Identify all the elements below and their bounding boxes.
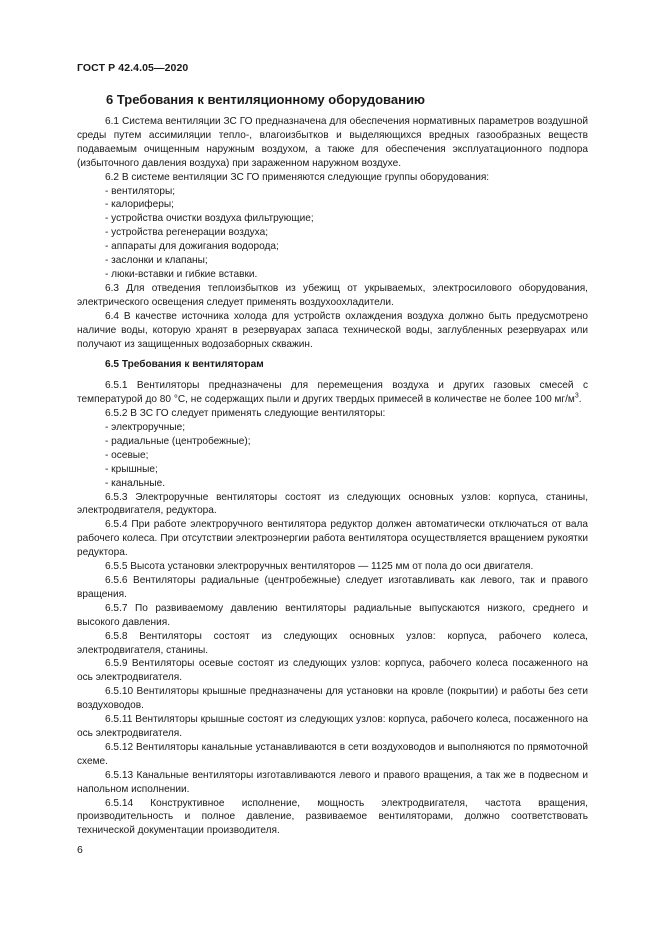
list-item: - калориферы; — [105, 199, 174, 211]
page-number: 6 — [77, 844, 83, 856]
paragraph-6-5-5: 6.5.5 Высота установки электроручных вентиляторов — 1125 мм от пола до оси двигателя. — [105, 561, 534, 573]
section-title: 6 Требования к вентиляционному оборудованию — [106, 92, 426, 107]
paragraph-6-5-2: 6.5.2 В ЗС ГО следует применять следующие вентиляторы: — [105, 408, 386, 420]
list-item: - осевые; — [105, 449, 149, 461]
paragraph-6-5-10: 6.5.10 Вентиляторы крышные предназначены для установки на кровле (покрытии) и работы без сети воздуховодов. — [77, 686, 588, 712]
list-item: - люки-вставки и гибкие вставки. — [105, 268, 258, 280]
paragraph-6-5-9: 6.5.9 Вентиляторы осевые состоят из следующих узлов: корпуса, рабочего колеса посаженного на ось электродвигателя. — [77, 658, 588, 684]
paragraph-6-5-1-end: . — [578, 394, 582, 406]
paragraph-6-4: 6.4 В качестве источника холода для устройств охлаждения воздуха должно быть предусмотрено наличие воды, которую хранят в резервуарах запаса технической воды, заглубленных резервуарах или получают из защищенных водозаборных скважин. — [77, 310, 588, 350]
paragraph-6-5-12: 6.5.12 Вентиляторы канальные устанавливаются в сети воздуховодов и выполняются по прямоточной схеме. — [77, 741, 588, 767]
paragraph-6-5-3: 6.5.3 Электроручные вентиляторы состоят из следующих основных узлов: корпуса, станины, электродвигателя, редуктора. — [77, 491, 588, 517]
list-item: - аппараты для дожигания водорода; — [105, 241, 279, 253]
list-item: - электроручные; — [105, 422, 186, 434]
superscript: 3 — [574, 392, 579, 400]
paragraph-6-2: 6.2 В системе вентиляции ЗС ГО применяются следующие группы оборудования: — [105, 171, 490, 183]
paragraph-6-5-13: 6.5.13 Канальные вентиляторы изготавливаются левого и правого вращения, а так же в подвесном и напольном исполнении. — [77, 769, 588, 795]
paragraph-6-5-14: 6.5.14 Конструктивное исполнение, мощность электродвигателя, частота вращения, производительность и полное давление, развиваемое вентиляторами, должно соответствовать технической документации производителя. — [77, 797, 588, 837]
paragraph-6-5-6: 6.5.6 Вентиляторы радиальные (центробежные) следует изготавливать как левого, так и правого вращения. — [77, 575, 588, 600]
list-item: - вентиляторы; — [105, 185, 176, 197]
document-body — [77, 115, 588, 838]
paragraph-6-5-7: 6.5.7 По развиваемому давлению вентиляторы радиальные выпускаются низкого, среднего и высокого давления. — [77, 602, 588, 628]
paragraph-6-5-11: 6.5.11 Вентиляторы крышные состоят из следующих узлов: корпуса, рабочего колеса, посаженного на ось электродвигателя. — [77, 714, 588, 739]
paragraph-6-5-1 — [77, 379, 588, 407]
list-item: - устройства регенерации воздуха; — [105, 227, 268, 239]
list-item: - радиальные (центробежные); — [105, 435, 251, 447]
list-item: - крышные; — [105, 463, 158, 475]
list-item: - заслонки и клапаны; — [105, 255, 208, 267]
paragraph-6-5-4: 6.5.4 При работе электроручного вентилятора редуктор должен автоматически отключаться от вала рабочего колеса. При отсутствии электроэнергии работа вентилятора осуществляется вращением рукоятки редуктора. — [77, 519, 588, 559]
list-item: - устройства очистки воздуха фильтрующие; — [105, 213, 314, 225]
paragraph-6-5-8: 6.5.8 Вентиляторы состоят из следующих основных узлов: корпуса, рабочего колеса, электродвигателя, станины. — [77, 630, 588, 656]
list-item: - канальные. — [105, 477, 166, 489]
subsection-title-6-5: 6.5 Требования к вентиляторам — [105, 359, 264, 371]
document-header: ГОСТ Р 42.4.05—2020 — [77, 62, 189, 74]
paragraph-6-3: 6.3 Для отведения теплоизбытков из убежищ от укрываемых, электросилового оборудования, электрического освещения следует применять воздухоохладители. — [77, 282, 588, 308]
paragraph-6-1: 6.1 Система вентиляции ЗС ГО предназначена для обеспечения нормативных параметров воздушной среды путем ассимиляции тепло-, влагоизбытков и выделяющихся вредных газообразных веществ подаваемым очищенным наружным воздухом, а также для обеспечения эксплуатационного подпора (избыточного давления воздуха) при зараженном наружном воздухе. — [77, 116, 588, 169]
paragraph-6-5-1-text: 6.5.1 Вентиляторы предназначены для перемещения воздуха и других газовых смесей с температурой до 80 °С, не содержащих пыли и других твердых примесей в количестве не более 100 мг/м — [77, 380, 588, 406]
